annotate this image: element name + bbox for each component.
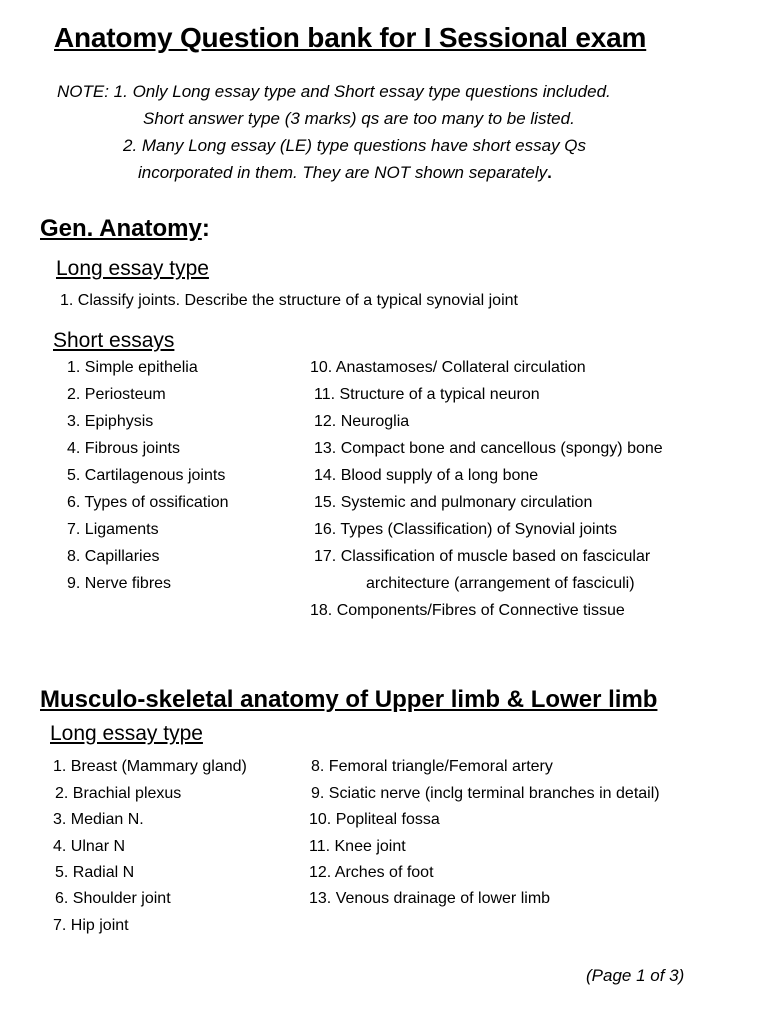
note-line-3: 2. Many Long essay (LE) type questions have short essay Qs bbox=[123, 136, 587, 155]
list-item: 10. Popliteal fossa bbox=[309, 811, 440, 828]
list-item: 11. Structure of a typical neuron bbox=[314, 386, 540, 403]
page-footer: (Page 1 of 3) bbox=[586, 966, 685, 985]
section-msk-heading bbox=[40, 686, 657, 714]
list-item: 1. Classify joints. Describe the structure of a typical synovial joint bbox=[60, 292, 518, 309]
note-line-4-end: . bbox=[547, 163, 552, 182]
list-item: 11. Knee joint bbox=[309, 838, 406, 855]
note-line-4-text: incorporated in them. They are NOT shown separately bbox=[138, 163, 548, 182]
list-item: 1. Simple epithelia bbox=[67, 359, 198, 376]
list-item: 8. Capillaries bbox=[67, 548, 160, 565]
list-item: 2. Periosteum bbox=[67, 386, 166, 403]
gen-short-essay-label: Short essays bbox=[53, 329, 175, 352]
gen-long-essay-label: Long essay type bbox=[56, 257, 209, 280]
list-item: 6. Shoulder joint bbox=[55, 890, 171, 907]
page-title: Anatomy Question bank for I Sessional exam bbox=[54, 22, 647, 53]
list-item: 12. Arches of foot bbox=[309, 864, 434, 881]
list-item: 17. Classification of muscle based on fascicular bbox=[314, 548, 651, 565]
section-gen-anatomy-heading bbox=[40, 215, 210, 243]
list-item: 10. Anastamoses/ Collateral circulation bbox=[310, 359, 586, 376]
list-item: 15. Systemic and pulmonary circulation bbox=[314, 494, 593, 511]
list-item: 5. Radial N bbox=[55, 864, 135, 881]
list-item: architecture (arrangement of fasciculi) bbox=[366, 575, 635, 592]
list-item: 9. Nerve fibres bbox=[67, 575, 172, 592]
list-item: 2. Brachial plexus bbox=[55, 785, 182, 802]
list-item: 7. Hip joint bbox=[53, 917, 129, 934]
gen-anatomy-heading-colon: : bbox=[201, 215, 210, 242]
gen-anatomy-heading-text: Gen. Anatomy bbox=[40, 215, 202, 242]
list-item: 5. Cartilagenous joints bbox=[67, 467, 226, 484]
list-item: 12. Neuroglia bbox=[314, 413, 410, 430]
list-item: 6. Types of ossification bbox=[67, 494, 229, 511]
list-item: 13. Venous drainage of lower limb bbox=[309, 890, 551, 907]
list-item: 13. Compact bone and cancellous (spongy) bone bbox=[314, 440, 663, 457]
msk-long-essay-label: Long essay type bbox=[50, 722, 203, 745]
list-item: 8. Femoral triangle/Femoral artery bbox=[311, 758, 553, 775]
list-item: 14. Blood supply of a long bone bbox=[314, 467, 539, 484]
list-item: 1. Breast (Mammary gland) bbox=[53, 758, 247, 775]
note-line-1: NOTE: 1. Only Long essay type and Short essay type questions included. bbox=[57, 82, 611, 101]
note-line-4 bbox=[138, 159, 552, 186]
list-item: 9. Sciatic nerve (inclg terminal branches in detail) bbox=[311, 785, 660, 802]
msk-heading-text: Musculo-skeletal anatomy of Upper limb & Lower limb bbox=[40, 686, 658, 713]
note-line-2: Short answer type (3 marks) qs are too many to be listed. bbox=[143, 109, 575, 128]
list-item: 18. Components/Fibres of Connective tissue bbox=[310, 602, 625, 619]
list-item: 4. Ulnar N bbox=[53, 838, 126, 855]
list-item: 4. Fibrous joints bbox=[67, 440, 180, 457]
list-item: 3. Epiphysis bbox=[67, 413, 154, 430]
list-item: 16. Types (Classification) of Synovial joints bbox=[314, 521, 617, 538]
list-item: 7. Ligaments bbox=[67, 521, 159, 538]
list-item: 3. Median N. bbox=[53, 811, 144, 828]
